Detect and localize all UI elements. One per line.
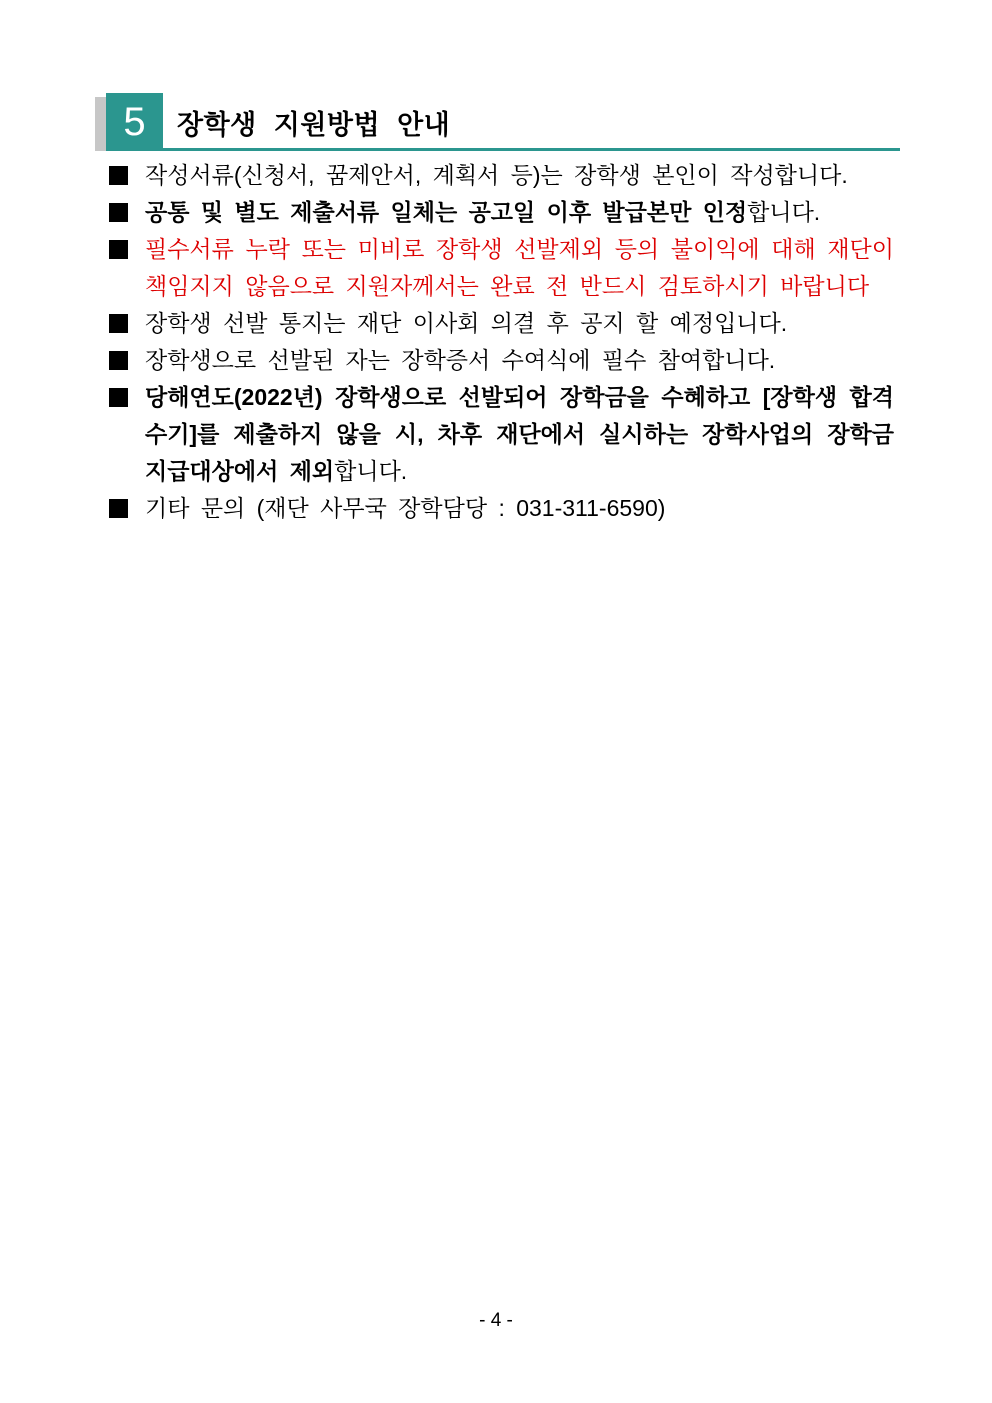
bullet-text-warning: 필수서류 누락 또는 미비로 장학생 선발제외 등의 불이익에 대해 재단이 책임지지 않음으로 지원자께서는 완료 전 반드시 검토하시기 바랍니다 [145, 236, 894, 299]
bullet-text: 장학생 선발 통지는 재단 이사회 의결 후 공지 할 예정입니다. [145, 310, 788, 336]
section-header [95, 93, 900, 151]
bullet-square-icon [109, 314, 128, 333]
bullet-list [108, 157, 894, 527]
list-item [108, 490, 894, 527]
section-title: 장학생 지원방법 안내 [177, 109, 451, 140]
section-number: 5 [123, 100, 146, 144]
list-item [108, 157, 894, 194]
list-item [108, 194, 894, 231]
bullet-square-icon [109, 240, 128, 259]
section-number-box [106, 93, 163, 151]
bullet-text: 기타 문의 (재단 사무국 장학담당 : 031-311-6590) [145, 495, 666, 521]
page-footer [0, 1307, 992, 1335]
header-underline [106, 148, 900, 151]
bullet-text-bold: 당해연도(2022년) 장학생으로 선발되어 장학금을 수혜하고 [장학생 합격수기]를 제출하지 않을 시, 차후 재단에서 실시하는 장학사업의 장학금 지급대상에서 제외 [145, 384, 894, 484]
bullet-text: 합니다. [747, 199, 821, 225]
bullet-text: 장학생으로 선발된 자는 장학증서 수여식에 필수 참여합니다. [145, 347, 776, 373]
bullet-square-icon [109, 203, 128, 222]
bullet-text-bold: 공통 및 별도 제출서류 일체는 공고일 이후 발급본만 인정 [145, 199, 748, 225]
bullet-square-icon [109, 388, 128, 407]
bullet-square-icon [109, 499, 128, 518]
list-item [108, 305, 894, 342]
page-number: - 4 - [479, 1310, 513, 1331]
list-item [108, 342, 894, 379]
bullet-square-icon [109, 166, 128, 185]
list-item [108, 379, 894, 490]
bullet-text: 합니다. [334, 458, 408, 484]
list-item-warning [108, 231, 894, 305]
bullet-square-icon [109, 351, 128, 370]
header-gray-accent-bar [95, 97, 106, 151]
bullet-text: 작성서류(신청서, 꿈제안서, 계획서 등)는 장학생 본인이 작성합니다. [145, 162, 848, 188]
